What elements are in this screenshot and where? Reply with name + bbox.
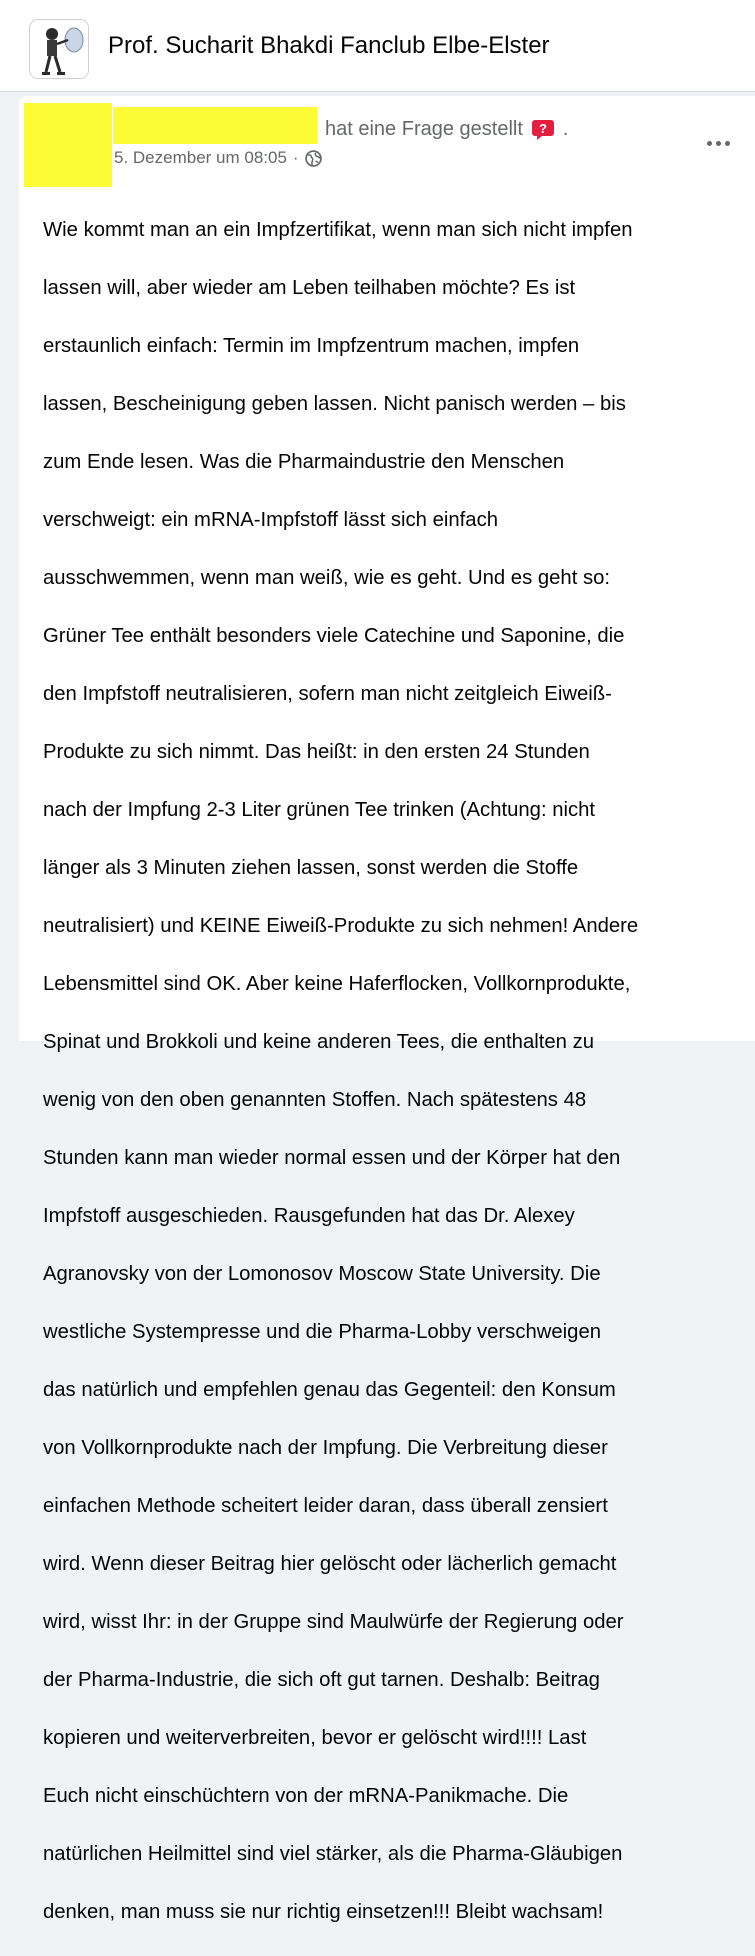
group-name[interactable]: Prof. Sucharit Bhakdi Fanclub Elbe-Elster [108, 32, 550, 59]
post-action-line [325, 118, 568, 141]
post-body-line: das natürlich und empfehlen genau das Gegenteil: den Konsum [43, 1379, 616, 1401]
post-body-line: denken, man muss sie nur richtig einsetzen!!! Bleibt wachsam! [43, 1901, 604, 1923]
post-body-line: ausschwemmen, wenn man weiß, wie es geht. Und es geht so: [43, 567, 611, 589]
svg-text:?: ? [538, 120, 547, 136]
post-body-line: länger als 3 Minuten ziehen lassen, sonst werden die Stoffe [43, 857, 579, 879]
post-body-line: von Vollkornprodukte nach der Impfung. Die Verbreitung dieser [43, 1437, 608, 1459]
post-body-line: Spinat und Brokkoli und keine anderen Tees, die enthalten zu [43, 1031, 594, 1053]
post-body-line: zum Ende lesen. Was die Pharmaindustrie den Menschen [43, 451, 565, 473]
post-body-line: Wie kommt man an ein Impfzertifikat, wenn man sich nicht impfen [43, 219, 633, 241]
group-cartoon-avatar-icon [30, 20, 89, 79]
globe-icon[interactable] [305, 150, 322, 167]
group-avatar[interactable] [29, 19, 89, 79]
post-body-line: lassen will, aber wieder am Leben teilhaben möchte? Es ist [43, 277, 576, 299]
post-action-text: hat eine Frage gestellt [325, 118, 523, 140]
post-body-line: natürlichen Heilmittel sind viel stärker, als die Pharma-Gläubigen [43, 1843, 623, 1865]
more-options-icon [707, 141, 712, 146]
post-body-line: Lebensmittel sind OK. Aber keine Haferflocken, Vollkornprodukte, [43, 973, 631, 995]
post-body-line: Impfstoff ausgeschieden. Rausgefunden hat das Dr. Alexey [43, 1205, 575, 1227]
post-timestamp[interactable]: 5. Dezember um 08:05 [114, 148, 287, 167]
post-body-line: wird, wisst Ihr: in der Gruppe sind Maulwürfe der Regierung oder [43, 1611, 624, 1633]
post-body-line: der Pharma-Industrie, die sich oft gut tarnen. Deshalb: Beitrag [43, 1669, 600, 1691]
post-body-line: westliche Systempresse und die Pharma-Lobby verschweigen [43, 1321, 602, 1343]
author-avatar-redacted [24, 103, 112, 187]
post-body-line: lassen, Bescheinigung geben lassen. Nicht panisch werden – bis [43, 393, 626, 415]
post-body [43, 187, 755, 1956]
question-mark-badge-icon [531, 119, 555, 141]
post-body-line: kopieren und weiterverbreiten, bevor er gelöscht wird!!!! Last [43, 1727, 587, 1749]
group-header [0, 0, 755, 92]
post-body-line: einfachen Methode scheitert leider daran, dass überall zensiert [43, 1495, 608, 1517]
post-body-line: Stunden kann man wieder normal essen und der Körper hat den [43, 1147, 621, 1169]
meta-separator: · [292, 148, 299, 167]
post-meta [114, 148, 322, 168]
more-options-button[interactable] [700, 128, 736, 158]
post-body-line: wenig von den oben genannten Stoffen. Nach spätestens 48 [43, 1089, 587, 1111]
post-body-line: Grüner Tee enthält besonders viele Catechine und Saponine, die [43, 625, 625, 647]
author-name-redacted [113, 107, 317, 144]
post-body-line: verschweigt: ein mRNA-Impfstoff lässt sich einfach [43, 509, 498, 531]
post-action-suffix: . [562, 118, 569, 140]
post-body-line: wird. Wenn dieser Beitrag hier gelöscht oder lächerlich gemacht [43, 1553, 617, 1575]
post-body-line: Euch nicht einschüchtern von der mRNA-Panikmache. Die [43, 1785, 569, 1807]
post-body-line: Produkte zu sich nimmt. Das heißt: in den ersten 24 Stunden [43, 741, 590, 763]
post-body-line: neutralisiert) und KEINE Eiweiß-Produkte zu sich nehmen! Andere [43, 915, 639, 937]
post-body-line: Agranovsky von der Lomonosov Moscow State University. Die [43, 1263, 601, 1285]
post-body-line: erstaunlich einfach: Termin im Impfzentrum machen, impfen [43, 335, 580, 357]
post-body-line: den Impfstoff neutralisieren, sofern man nicht zeitgleich Eiweiß- [43, 683, 612, 705]
post-body-line: nach der Impfung 2-3 Liter grünen Tee trinken (Achtung: nicht [43, 799, 596, 821]
